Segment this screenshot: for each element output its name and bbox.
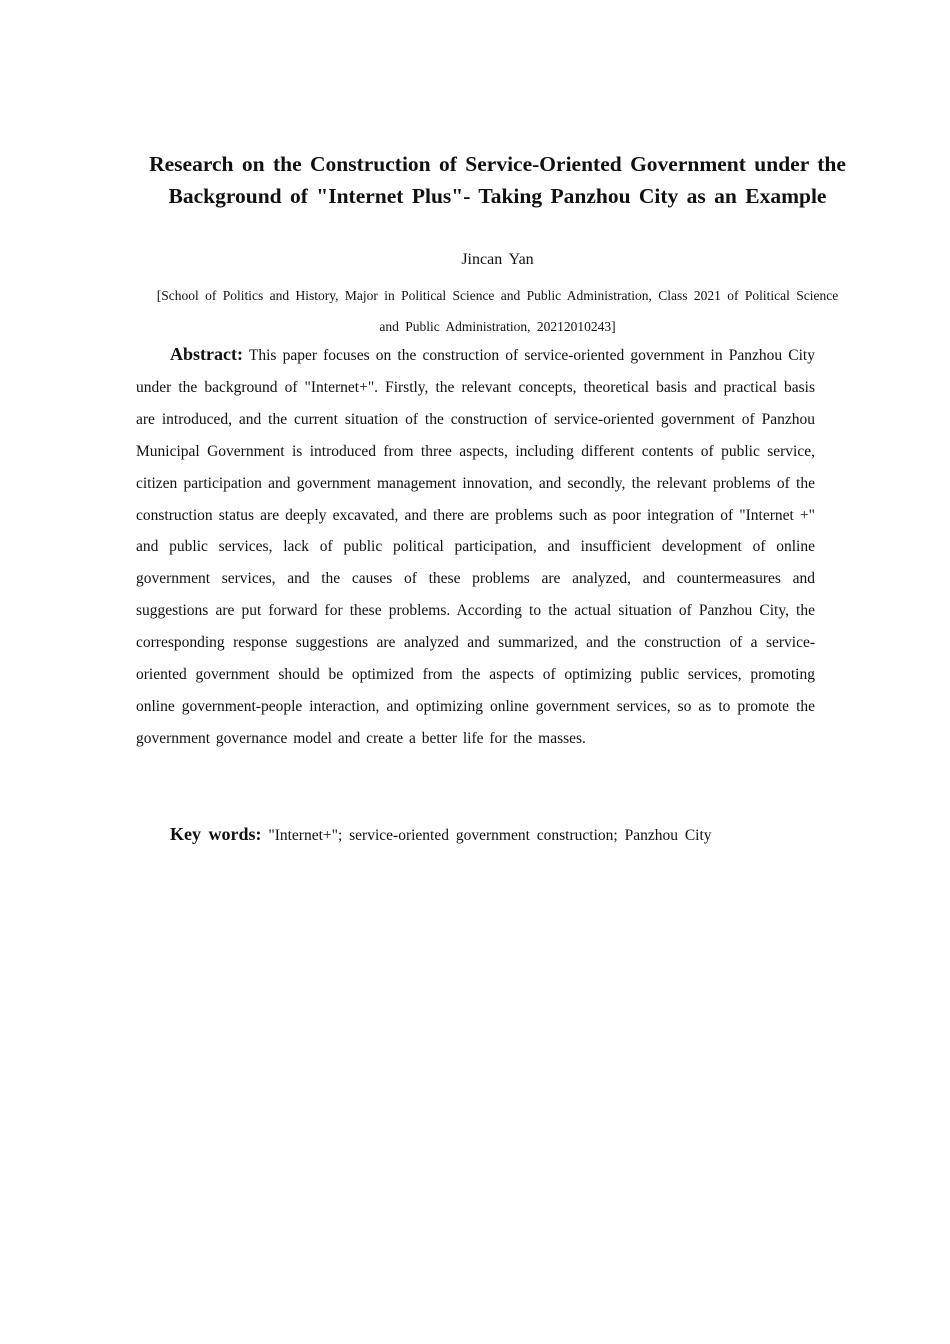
abstract-paragraph	[136, 339, 815, 755]
abstract-text: This paper focuses on the construction of service-oriented government in Panzhou City under the background of "Internet+". Firstly, the relevant concepts, theoretical basis and practical basis are introduced, and the current situation of the construction of service-oriented government of Panzhou Municipal Government is introduced from three aspects, including different contents of public service, citizen participation and government management innovation, and secondly, the relevant problems of the construction status are deeply excavated, and there are problems such as poor integration of "Internet +" and public services, lack of public political participation, and insufficient development of online government services, and the causes of these problems are analyzed, and countermeasures and suggestions are put forward for these problems. According to the actual situation of Panzhou City, the corresponding response suggestions are analyzed and summarized, and the construction of a service-oriented government should be optimized from the aspects of optimizing public services, promoting online government-people interaction, and optimizing online government services, so as to promote the government governance model and create a better life for the masses.	[136, 347, 815, 747]
paper-author: Jincan Yan	[461, 251, 534, 268]
keywords-text: "Internet+"; service-oriented government construction; Panzhou City	[268, 827, 712, 844]
paper-title: Research on the Construction of Service-Oriented Government under the Background of "Internet Plus"- Taking Panzhou City as an Example	[149, 152, 846, 208]
keywords-label: Key words:	[170, 824, 262, 844]
abstract-label: Abstract:	[170, 344, 243, 364]
author-affiliation: [School of Politics and History, Major in Political Science and Public Administration, Class 2021 of Political Science and Public Administration, 20212010243]	[156, 288, 839, 334]
keywords-paragraph	[136, 819, 815, 851]
